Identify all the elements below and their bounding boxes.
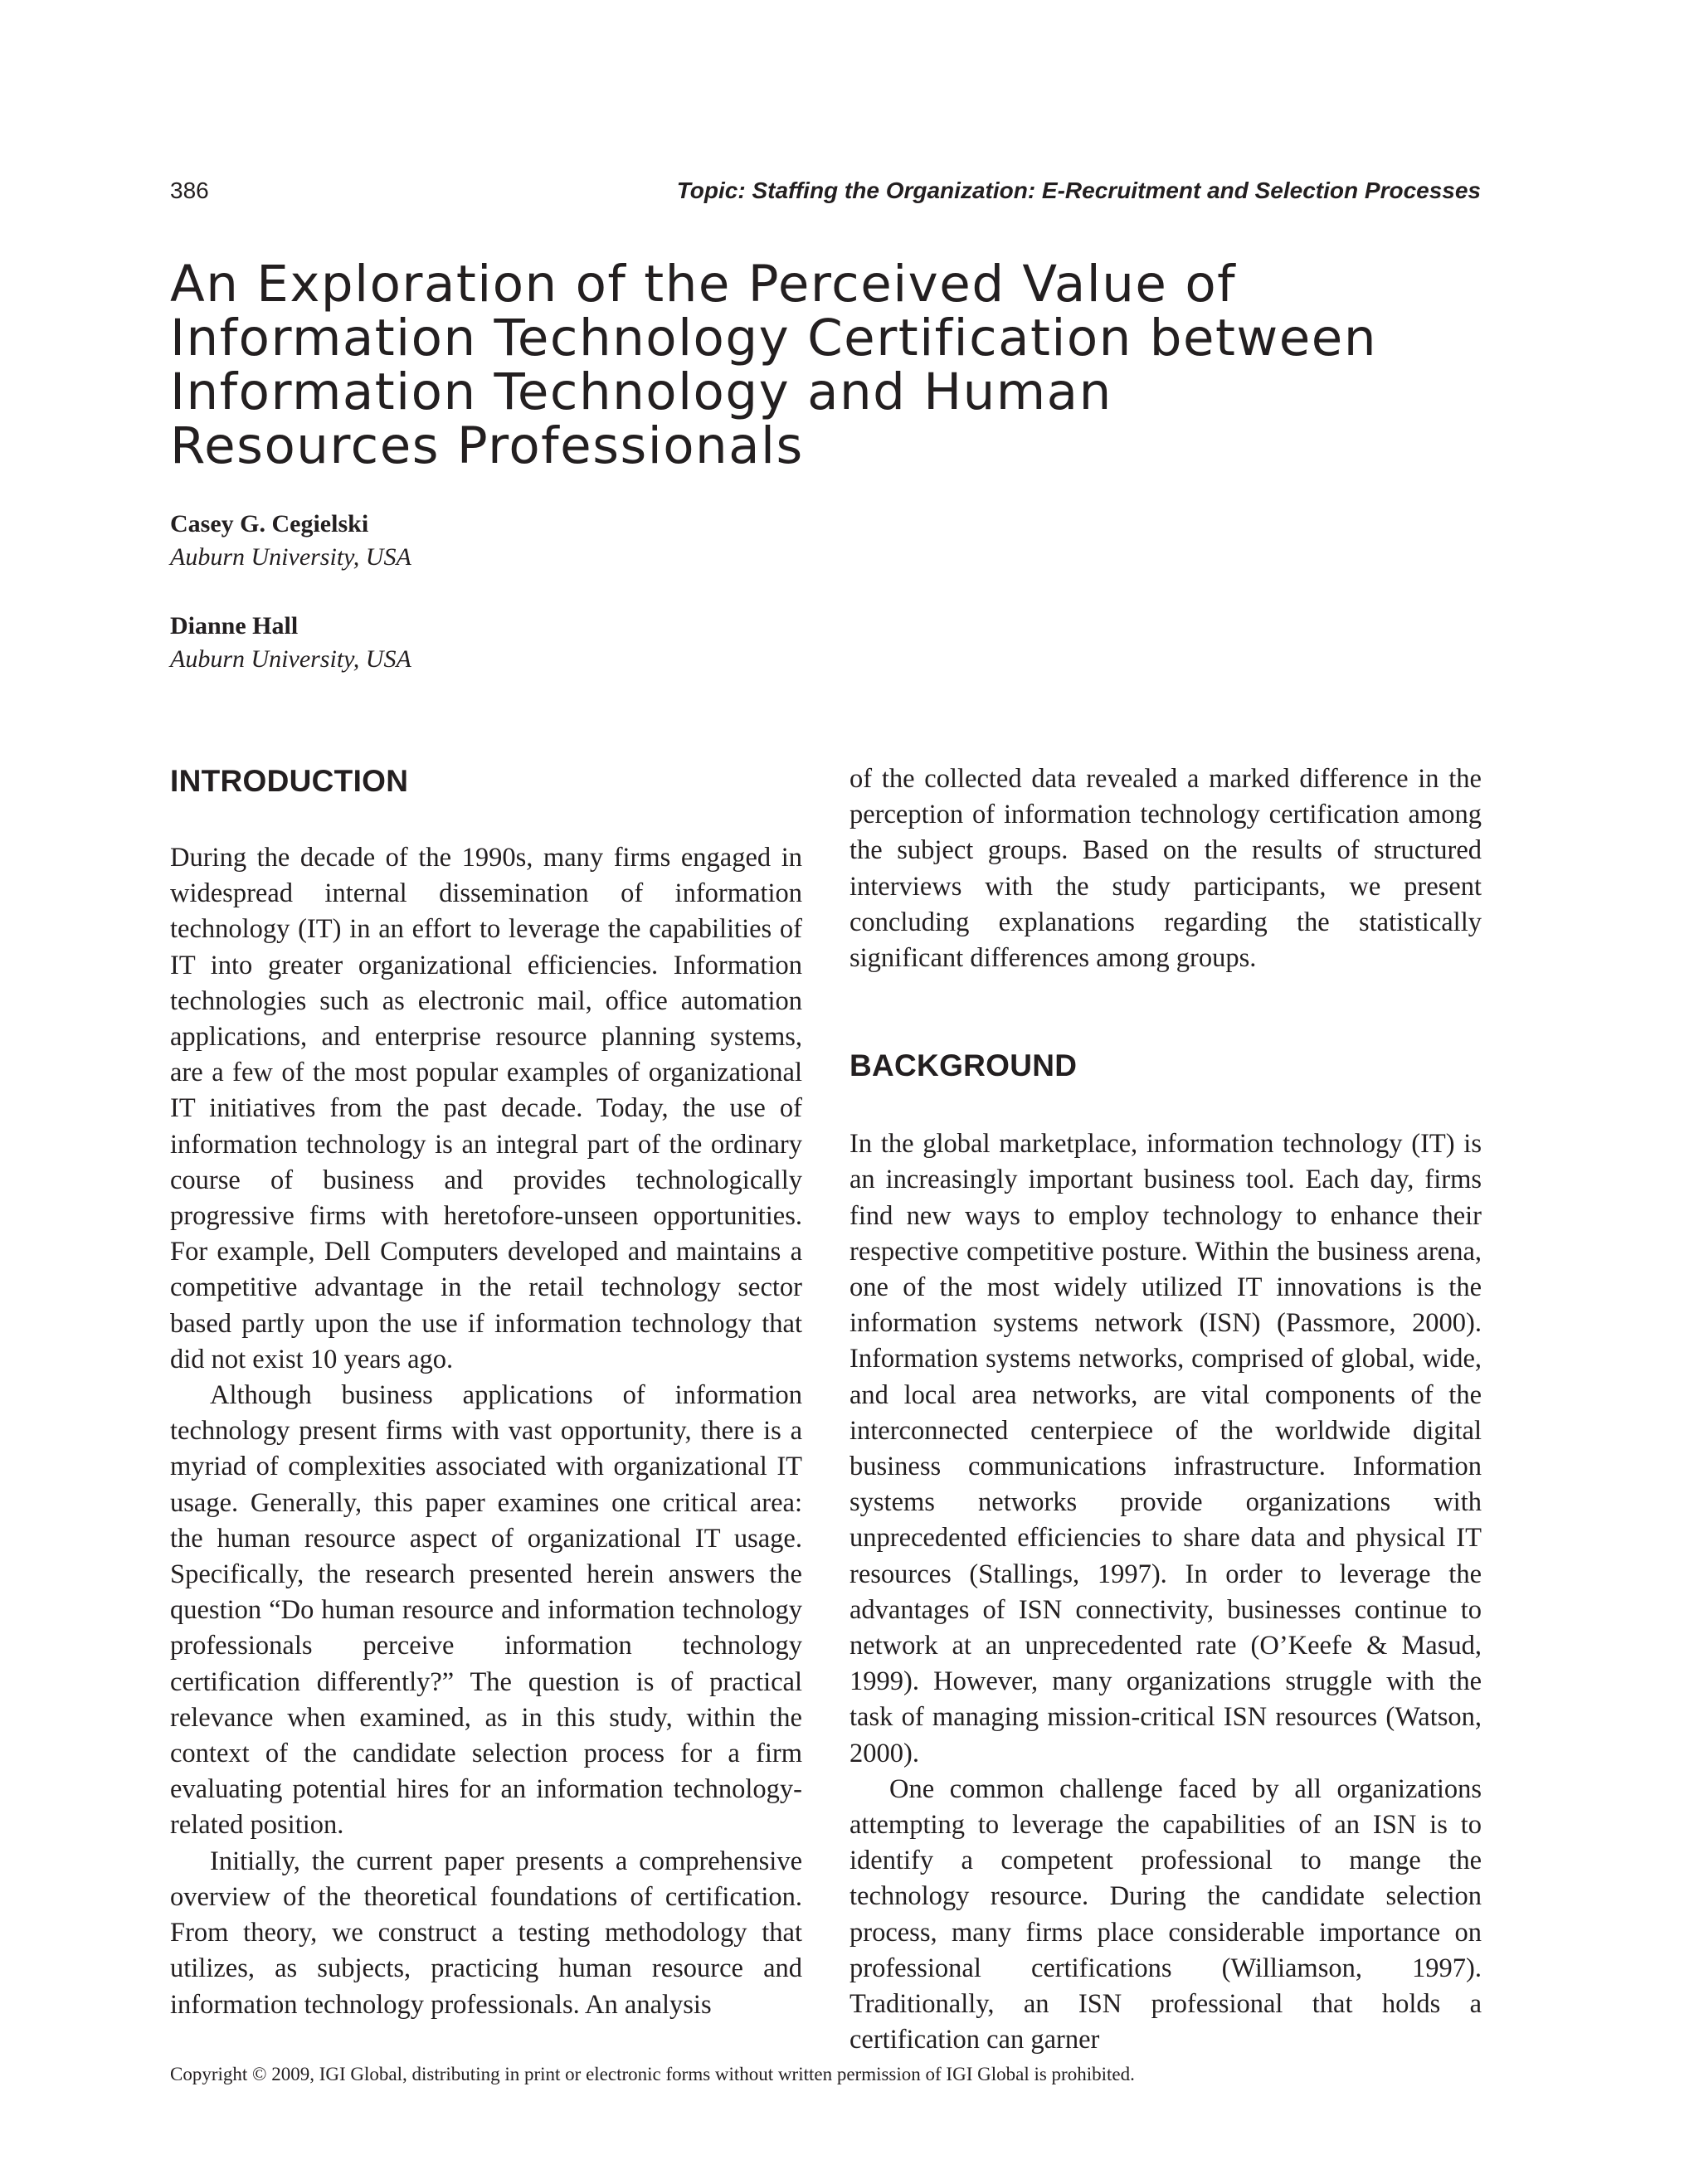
title-line: Information Technology Certification between [170, 309, 1378, 367]
right-column [850, 761, 1482, 2059]
running-head: Topic: Staffing the Organization: E-Recruitment and Selection Processes [676, 178, 1481, 203]
title-line: Resources Professionals [170, 416, 804, 475]
title-line: An Exploration of the Perceived Value of [170, 255, 1237, 314]
body-paragraph: During the decade of the 1990s, many firms engaged in widespread internal dissemination of information technology (IT) in an effort to leverage the capabilities of IT into greater organizational efficiencies. Information technologies such as electronic mail, office automation applications, and enterprise resource planning systems, are a few of the most popular examples of organizational IT initiatives from the past decade. Today, the use of information technology is an integral part of the ordinary course of business and provides technologically progressive firms with heretofore-unseen opportunities. For example, Dell Computers developed and maintains a competitive advantage in the retail technology sector based partly upon the use if information technology that did not exist 10 years ago. [170, 843, 802, 1374]
page-number: 386 [170, 178, 209, 203]
left-column [170, 756, 802, 2023]
body-paragraph: One common challenge faced by all organizations attempting to leverage the capabilities of an ISN is to identify a competent professional to mange the technology resource. During the candidate selection process, many firms place considerable importance on professional certifications (Williamson, 1997). Traditionally, an ISN professional that holds a certification can garner [850, 1773, 1482, 2055]
author-entry [170, 508, 411, 574]
page-header [170, 178, 1481, 211]
body-paragraph: of the collected data revealed a marked difference in the perception of information technology certification among the subject groups. Based on the results of structured interviews with the study participants, we present concluding explanations regarding the statistically significant differences among groups. [850, 764, 1482, 974]
paper-title [170, 257, 1514, 473]
section-heading-background: BACKGROUND [850, 1048, 1078, 1083]
author-list [170, 508, 411, 712]
title-line: Information Technology and Human [170, 362, 1112, 421]
author-name: Casey G. Cegielski [170, 510, 369, 537]
body-paragraph: Although business applications of information technology present firms with vast opportunity, there is a myriad of complexities associated with organizational IT usage. Generally, this paper examines one critical area: the human resource aspect of organizational IT usage. Specifically, the research presented herein answers the question “Do human resource and information technology professionals perceive information technology certification differently?” The question is of practical relevance when examined, as in this study, within the context of the candidate selection process for a firm evaluating potential hires for an information technology-related position. [170, 1380, 802, 1841]
author-affiliation: Auburn University, USA [170, 543, 411, 571]
author-name: Dianne Hall [170, 612, 299, 640]
section-heading-introduction: INTRODUCTION [170, 764, 409, 798]
copyright-notice: Copyright © 2009, IGI Global, distributing in print or electronic forms without written permission of IGI Global is prohibited. [170, 2064, 1135, 2084]
author-entry [170, 610, 411, 676]
author-affiliation: Auburn University, USA [170, 645, 411, 673]
body-paragraph: Initially, the current paper presents a comprehensive overview of the theoretical foundations of certification. From theory, we construct a testing methodology that utilizes, as subjects, practicing human resource and information technology professionals. An analysis [170, 1846, 802, 2020]
body-paragraph: In the global marketplace, information technology (IT) is an increasingly important business tool. Each day, firms find new ways to employ technology to enhance their respective competitive posture. Within the business arena, one of the most widely utilized IT innovations is the information systems network (ISN) (Passmore, 2000). Information systems networks, comprised of global, wide, and local area networks, are vital components of the interconnected centerpiece of the worldwide digital business communications infrastructure. Information systems networks provide organizations with unprecedented efficiencies to share data and physical IT resources (Stallings, 1997). In order to leverage the advantages of ISN connectivity, businesses continue to network at an unprecedented rate (O’Keefe & Masud, 1999). However, many organizations struggle with the task of managing mission-critical ISN resources (Watson, 2000). [850, 1129, 1482, 1768]
